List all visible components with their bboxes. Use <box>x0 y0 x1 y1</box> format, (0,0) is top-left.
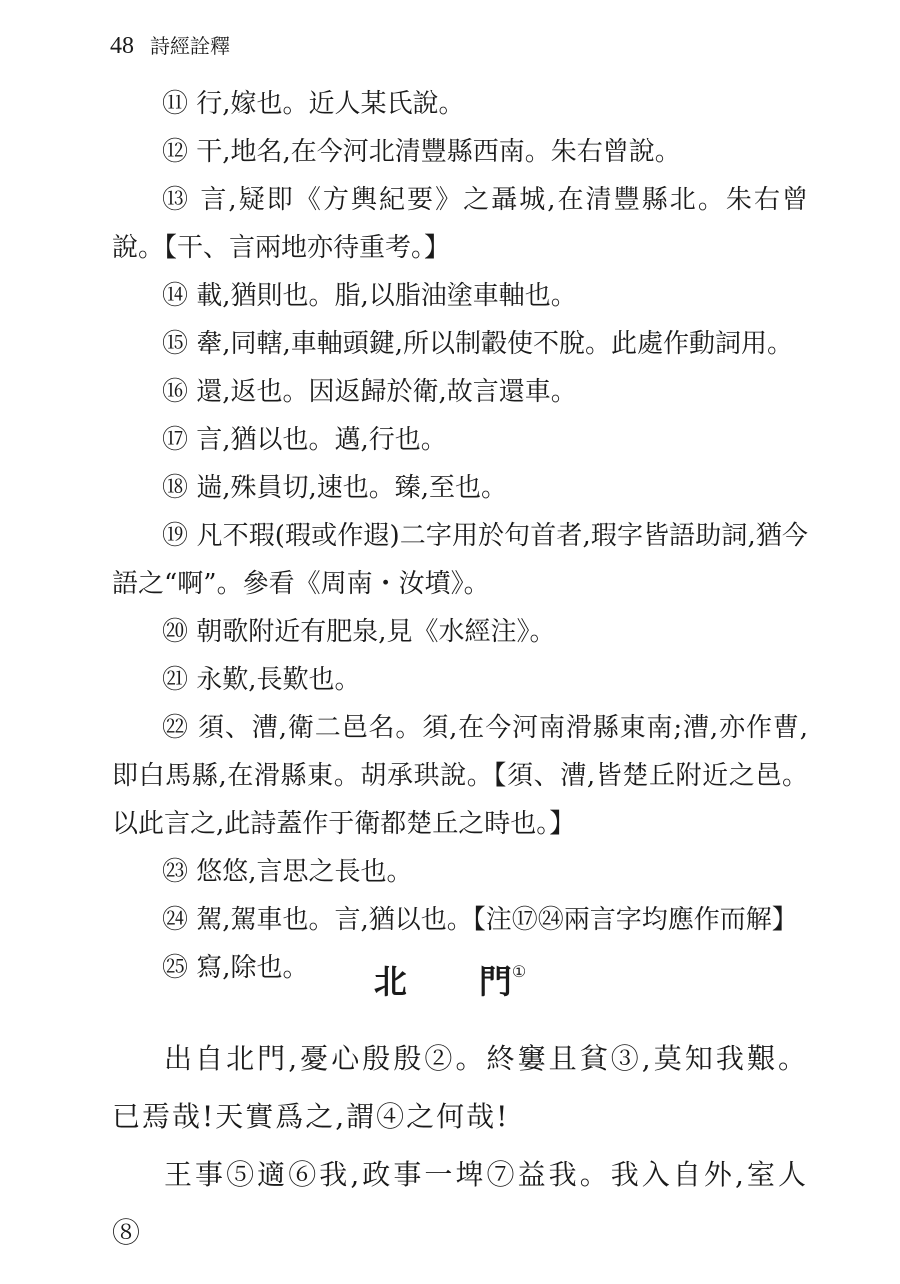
book-title: 詩經詮釋 <box>150 34 230 58</box>
notes-list <box>112 80 808 992</box>
note-21: ㉑ 永歎,長歎也。 <box>162 665 361 695</box>
page-number: 48 <box>110 33 134 59</box>
note-17: ⑰ 言,猶以也。邁,行也。 <box>162 425 447 455</box>
section-title-note: ① <box>511 962 527 981</box>
section-title <box>0 948 900 1006</box>
note-23: ㉓ 悠悠,言思之長也。 <box>162 857 413 887</box>
note-12: ⑫ 干,地名,在今河北清豐縣西南。朱右曾說。 <box>162 137 681 167</box>
note-11: ⑪ 行,嫁也。近人某氏說。 <box>162 89 465 119</box>
note-25: ㉕ 寫,除也。 <box>162 953 309 983</box>
note-16: ⑯ 還,返也。因返歸於衛,故言還車。 <box>162 377 577 407</box>
section-title-right: 門 <box>478 962 512 1001</box>
poem-text <box>112 1030 808 1262</box>
note-20: ⑳ 朝歌附近有肥泉,見《水經注》。 <box>162 617 556 647</box>
poem-stanza-1: 出自北門,憂心殷殷②。終窶且貧③,莫知我艱。已焉哉!天實爲之,謂④之何哉! <box>112 1042 808 1133</box>
note-18: ⑱ 遄,殊員切,速也。臻,至也。 <box>162 473 508 503</box>
poem-stanza-2: 王事⑤適⑥我,政事一埤⑦益我。我入自外,室人⑧ <box>112 1158 808 1249</box>
page-header <box>110 30 230 60</box>
note-14: ⑭ 載,猶則也。脂,以脂油塗車軸也。 <box>162 281 577 311</box>
section-title-left: 北 <box>373 962 407 1001</box>
note-13: ⑬ 言,疑即《方輿紀要》之聶城,在清豐縣北。朱右曾說。【干、言兩地亦待重考。】 <box>112 185 808 263</box>
note-24: ㉔ 駕,駕車也。言,猶以也。【注⑰㉔兩言字均應作而解】 <box>162 905 798 935</box>
note-15: ⑮ 舝,同轄,車軸頭鍵,所以制轂使不脫。此處作動詞用。 <box>162 329 794 359</box>
note-19: ⑲ 凡不瑕(瑕或作遐)二字用於句首者,瑕字皆語助詞,猶今語之“啊”。參看《周南・汝墳》。 <box>112 521 808 599</box>
note-22: ㉒ 須、漕,衛二邑名。須,在今河南滑縣東南;漕,亦作曹,即白馬縣,在滑縣東。胡承珙說。【須、漕,皆楚丘附近之邑。以此言之,此詩蓋作于衛都楚丘之時也。】 <box>112 713 808 839</box>
